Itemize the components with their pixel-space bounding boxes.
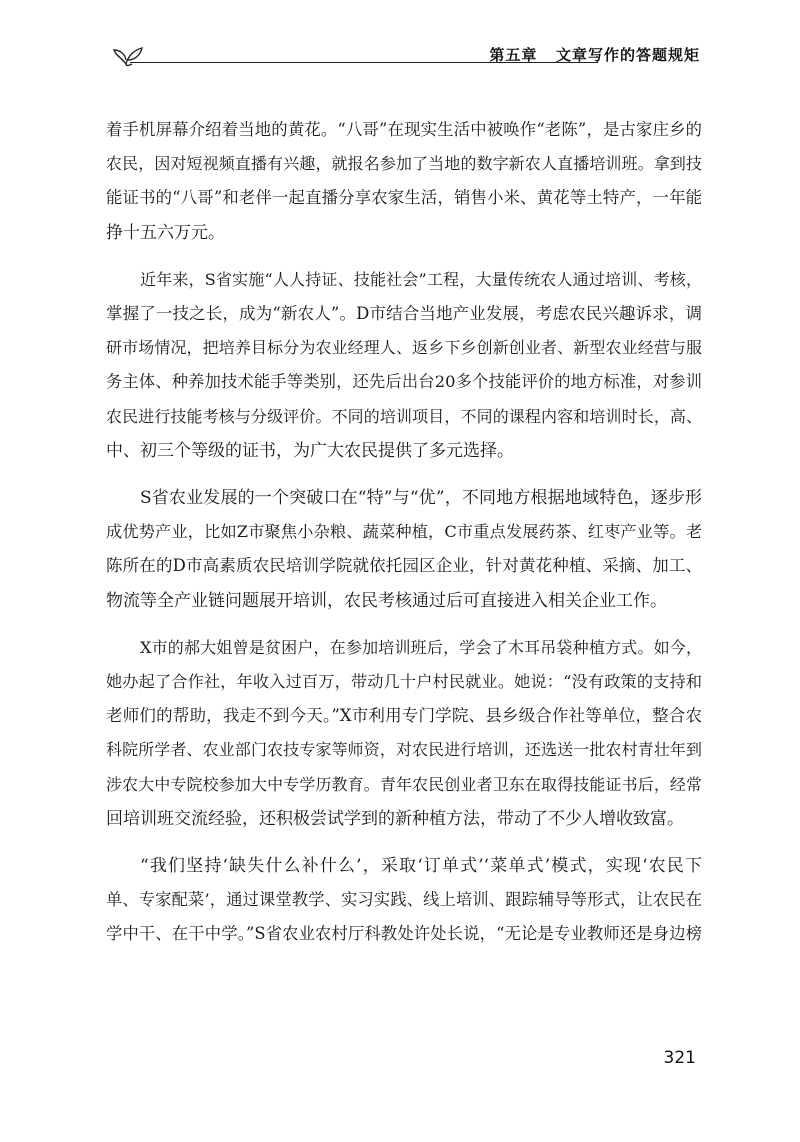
text-line: 掌握了一技之长，成为“新农人”。D市结合当地产业发展，考虑农民兴趣诉求，调 — [106, 304, 702, 324]
text-line: 能证书的“八哥”和老伴一起直播分享农家生活，销售小米、黄花等土特产，一年能 — [106, 188, 702, 208]
body-text — [106, 113, 702, 965]
text-line: 近年来，S省实施“人人持证、技能社会”工程，大量传统农人通过培训、考核， — [140, 269, 702, 289]
text-line: 单、专家配菜’，通过课堂教学、实习实践、线上培训、跟踪辅导等形式，让农民在 — [106, 890, 702, 910]
text-line: 涉农大中专院校参加大中专学历教育。青年农民创业者卫东在取得技能证书后，经常 — [106, 774, 702, 794]
paragraph — [106, 631, 702, 836]
running-header — [112, 38, 702, 68]
text-line: 陈所在的D市高素质农民培训学院就依托园区企业，针对黄花种植、采摘、加工、 — [106, 556, 702, 576]
text-line: 务主体、种养加技术能手等类别，还先后出台20多个技能评价的地方标准，对参训 — [106, 372, 702, 392]
text-line: 学中干、在干中学。”S省农业农村厅科教处许处长说，“无论是专业教师还是身边榜 — [106, 924, 702, 944]
text-line: 中、初三个等级的证书，为广大农民提供了多元选择。 — [106, 440, 514, 461]
text-line: X市的郝大姐曾是贫困户，在参加培训班后，学会了木耳吊袋种植方式。如今， — [140, 637, 702, 657]
leaf-sprout-icon — [112, 38, 152, 68]
paragraph — [106, 113, 702, 250]
paragraph — [106, 263, 702, 468]
text-line: 物流等全产业链问题展开培训，农民考核通过后可直接进入相关企业工作。 — [106, 590, 667, 611]
text-line: 科院所学者、农业部门农技专家等师资，对农民进行培训，还选送一批农村青壮年到 — [106, 740, 702, 760]
text-line: 她办起了合作社，年收入过百万，带动几十户村民就业。她说：“没有政策的支持和 — [106, 672, 702, 692]
paragraph — [106, 481, 702, 618]
text-line: 挣十五六万元。 — [106, 222, 225, 243]
text-line: 农民进行技能考核与分级评价。不同的培训项目，不同的课程内容和培训时长，高、 — [106, 406, 702, 426]
text-line: 研市场情况，把培养目标分为农业经理人、返乡下乡创新创业者、新型农业经营与服 — [106, 338, 702, 358]
text-line: 着手机屏幕介绍着当地的黄花。“八哥”在现实生活中被唤作“老陈”，是古家庄乡的 — [106, 120, 702, 139]
paragraph — [106, 849, 702, 952]
text-line: 老师们的帮助，我走不到今天。”X市利用专门学院、县乡级合作社等单位，整合农 — [106, 706, 702, 726]
text-line: 成优势产业，比如Z市聚焦小杂粮、蔬菜种植，C市重点发展药茶、红枣产业等。老 — [106, 522, 702, 542]
text-line: 农民，因对短视频直播有兴趣，就报名参加了当地的数字新农人直播培训班。拿到技 — [106, 154, 702, 174]
chapter-title: 第五章 文章写作的答题规矩 — [489, 46, 700, 64]
page-number: 321 — [663, 1048, 696, 1068]
text-line: “我们坚持‘缺失什么补什么’，采取‘订单式’‘菜单式’模式，实现‘农民下 — [140, 856, 702, 877]
text-line: S省农业发展的一个突破口在“特”与“优”，不同地方根据地域特色，逐步形 — [140, 488, 702, 509]
text-line: 回培训班交流经验，还积极尝试学到的新种植方法，带动了不少人增收致富。 — [106, 808, 684, 829]
